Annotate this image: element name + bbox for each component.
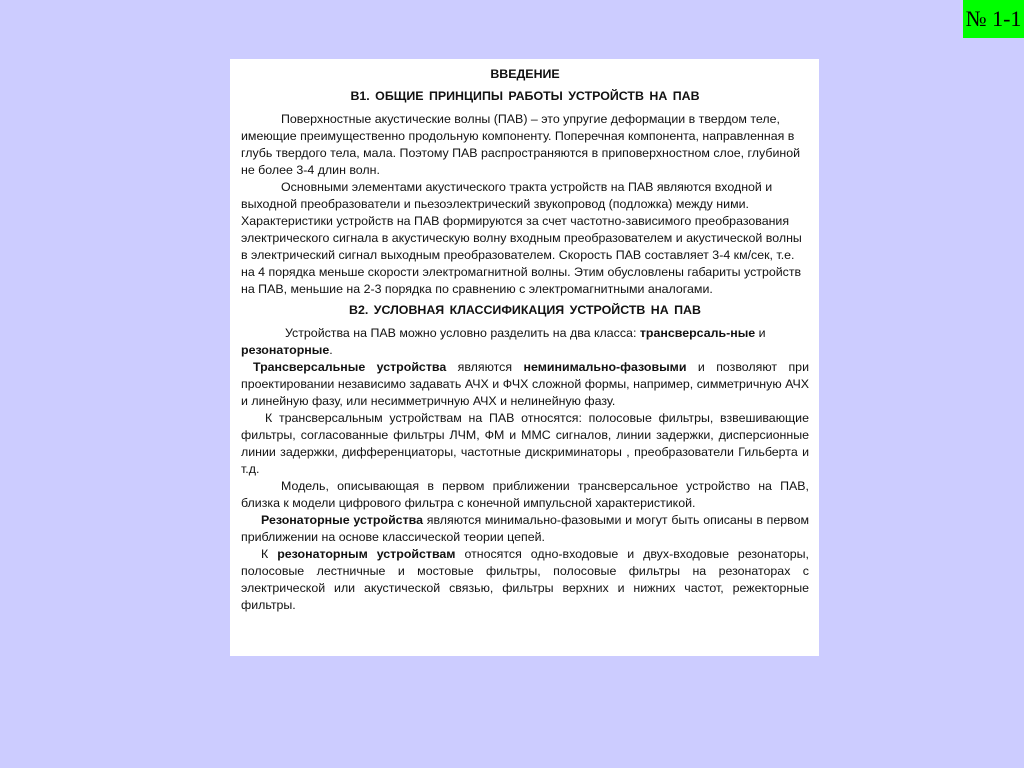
paragraph-b1-1: Поверхностные акустические волны (ПАВ) – это упругие деформации в твердом теле, имеющие преимущественно продольную компоненту. Поперечная компонента, направленная в глубь твердого тела, мала. Поэтому ПАВ распространяются в приповерхностном слое, глубиной не более 3-4 длин волн. (241, 112, 801, 177)
term-transversal-devices: Трансверсальные устройства (253, 360, 447, 374)
paragraph-b2-3: К трансверсальным устройствам на ПАВ относятся: полосовые фильтры, взвешивающие фильтры, согласованные фильтры ЛЧМ, ФМ и ММС сигналов, линии задержки, дисперсионные линии задержки, дифференциаторы, частотные дискриминаторы , преобразователи Гильберта и т.д. (241, 411, 809, 476)
section-heading-b1: В1. ОБЩИЕ ПРИНЦИПЫ РАБОТЫ УСТРОЙСТВ НА ПАВ (350, 89, 700, 103)
paragraph-text: относятся одно-входовые и двух-входовые резонаторы, полосовые лестничные и мостовые фильтры, полосовые фильтры на резонаторах с электрической или акустической связью, фильтры верхних и нижних частот, режекторные фильтры. (241, 547, 809, 612)
paragraph-b1-2: Основными элементами акустического тракта устройств на ПАВ являются входной и выходной преобразователи и пьезоэлектрический звукопровод (подложка) между ними. Характеристики устройств на ПАВ формируются за счет частотно-зависимого преобразования электрического сигнала в акустическую волну входным преобразователем и акустической волны в электрический сигнал выходным преобразователем. Скорость ПАВ составляет 3-4 км/сек, т.е. на 4 порядка меньше скорости электромагнитной волны. Этим обусловлены габариты устройств на ПАВ, меньшие на 2-3 порядка по сравнению с электромагнитными аналогами. (241, 180, 802, 296)
term-resonator-devices-2: резонаторным устройствам (277, 547, 456, 561)
paragraph-text: Устройства на ПАВ можно условно разделить на два класса: (285, 326, 640, 340)
term-transversal: трансверсаль-ные (639, 326, 756, 340)
paragraph-b2-1 (241, 325, 809, 359)
section-heading-intro: ВВЕДЕНИЕ (490, 67, 560, 81)
paragraph-text: являются (446, 360, 524, 374)
paragraph-text: являются минимально-фазовыми и могут быть описаны в первом приближении на основе классической теории цепей. (241, 513, 809, 544)
paragraph-b2-5 (241, 512, 809, 546)
slide-number-badge: № 1-1 (963, 0, 1024, 38)
term-resonator: резонаторные (241, 343, 330, 357)
paragraph-b2-6 (241, 546, 809, 614)
paragraph-text: и (755, 326, 766, 340)
paragraph-text: К (261, 547, 278, 561)
paragraph-b2-2 (241, 359, 809, 410)
term-nonminimal-phase: неминимально-фазовыми (523, 360, 687, 374)
paragraph-text: . (329, 343, 333, 357)
section-heading-b2: В2. УСЛОВНАЯ КЛАССИФИКАЦИЯ УСТРОЙСТВ НА ПАВ (349, 303, 701, 317)
document-page (230, 59, 819, 656)
paragraph-text: и позволяют при проектировании независимо задавать АЧХ и ФЧХ сложной формы, например, симметричную АЧХ и линейную фазу, или несимметричную АЧХ и нелинейную фазу. (241, 360, 809, 408)
term-resonator-devices: Резонаторные устройства (261, 513, 423, 527)
paragraph-b2-4: Модель, описывающая в первом приближении трансверсальное устройство на ПАВ, близка к модели цифрового фильтра с конечной импульсной характеристикой. (241, 479, 809, 510)
